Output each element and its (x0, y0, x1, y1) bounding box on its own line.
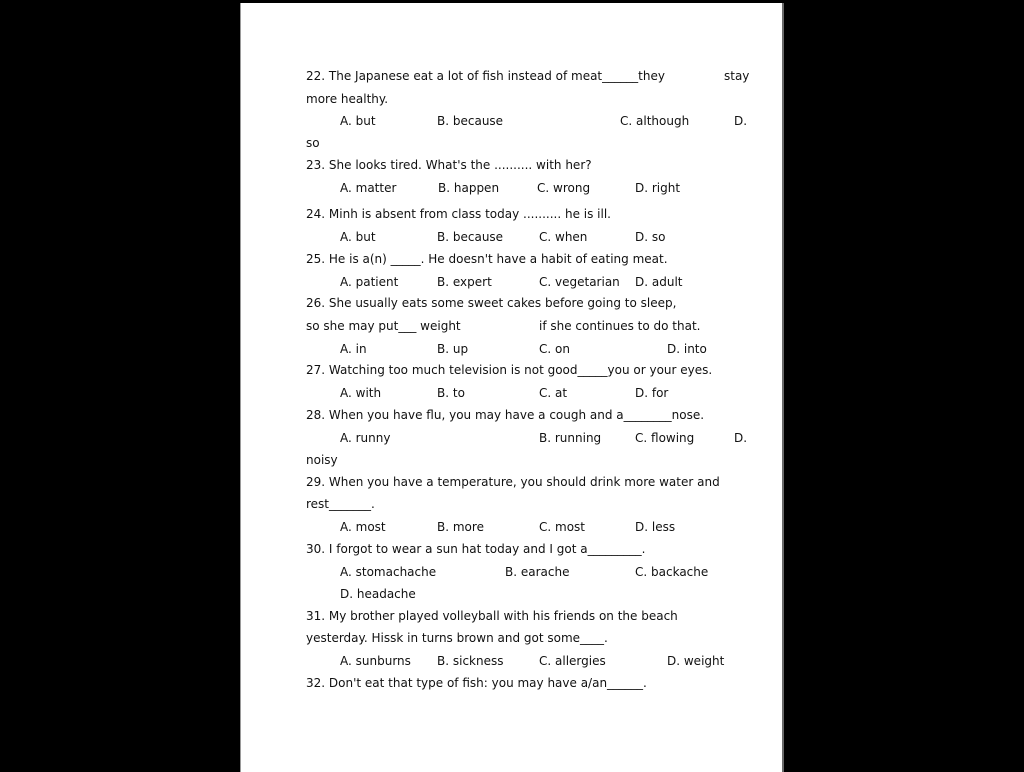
q22-option-d-text: so (306, 136, 320, 150)
q26-option-b: B. up (437, 342, 469, 356)
q22-option-a: A. but (340, 114, 376, 128)
q26-option-a: A. in (340, 342, 367, 356)
q25-option-a: A. patient (340, 275, 399, 289)
question-28-text: 28. When you have flu, you may have a cough and a________nose. (306, 408, 705, 422)
q25-option-b: B. expert (437, 275, 492, 289)
q26-option-d: D. into (667, 342, 707, 356)
q22-option-d-label: D. (734, 114, 748, 128)
question-26-text-cont: so she may put___ weight (306, 319, 461, 333)
question-32-text: 32. Don't eat that type of fish: you may have a/an______. (306, 676, 647, 690)
q23-option-b: B. happen (438, 181, 500, 195)
question-25-text: 25. He is a(n) _____. He doesn't have a habit of eating meat. (306, 252, 668, 266)
question-29-text: 29. When you have a temperature, you should drink more water and (306, 475, 720, 489)
q27-option-b: B. to (437, 386, 465, 400)
q29-option-a: A. most (340, 520, 386, 534)
q25-option-d: D. adult (635, 275, 683, 289)
q29-option-d: D. less (635, 520, 676, 534)
worksheet-page (240, 3, 784, 772)
q28-option-c: C. flowing (635, 431, 695, 445)
question-29-text-cont: rest_______. (306, 497, 375, 511)
q31-option-b: B. sickness (437, 654, 504, 668)
q24-option-c: C. when (539, 230, 588, 244)
question-23-text: 23. She looks tired. What's the .......... with her? (306, 158, 592, 172)
question-22-text-end: stay (724, 69, 750, 83)
question-31-text-cont: yesterday. Hissk in turns brown and got some____. (306, 631, 608, 645)
q29-option-c: C. most (539, 520, 585, 534)
question-26-text-end: if she continues to do that. (539, 319, 701, 333)
q22-option-b: B. because (437, 114, 504, 128)
question-22-text: 22. The Japanese eat a lot of fish instead of meat______they (306, 69, 665, 83)
q28-option-a: A. runny (340, 431, 391, 445)
q23-option-c: C. wrong (537, 181, 591, 195)
q27-option-d: D. for (635, 386, 669, 400)
question-24-text: 24. Minh is absent from class today .......... he is ill. (306, 207, 611, 221)
q26-option-c: C. on (539, 342, 570, 356)
q30-option-a: A. stomachache (340, 565, 437, 579)
q30-option-c: C. backache (635, 565, 709, 579)
q31-option-d: D. weight (667, 654, 725, 668)
q28-option-b: B. running (539, 431, 602, 445)
q31-option-c: C. allergies (539, 654, 606, 668)
question-27-text: 27. Watching too much television is not good_____you or your eyes. (306, 363, 713, 377)
q28-option-d-label: D. (734, 431, 748, 445)
q25-option-c: C. vegetarian (539, 275, 620, 289)
question-26-text: 26. She usually eats some sweet cakes before going to sleep, (306, 296, 677, 310)
q24-option-d: D. so (635, 230, 666, 244)
q22-option-c: C. although (620, 114, 690, 128)
q30-option-b: B. earache (505, 565, 570, 579)
q27-option-a: A. with (340, 386, 382, 400)
question-30-text: 30. I forgot to wear a sun hat today and I got a_________. (306, 542, 646, 556)
q23-option-d: D. right (635, 181, 681, 195)
q31-option-a: A. sunburns (340, 654, 411, 668)
q27-option-c: C. at (539, 386, 568, 400)
q30-option-d: D. headache (340, 587, 416, 601)
question-22-text-cont: more healthy. (306, 92, 389, 106)
question-31-text: 31. My brother played volleyball with his friends on the beach (306, 609, 678, 623)
q29-option-b: B. more (437, 520, 484, 534)
q23-option-a: A. matter (340, 181, 397, 195)
q24-option-a: A. but (340, 230, 376, 244)
q28-option-d-text: noisy (306, 453, 338, 467)
q24-option-b: B. because (437, 230, 504, 244)
